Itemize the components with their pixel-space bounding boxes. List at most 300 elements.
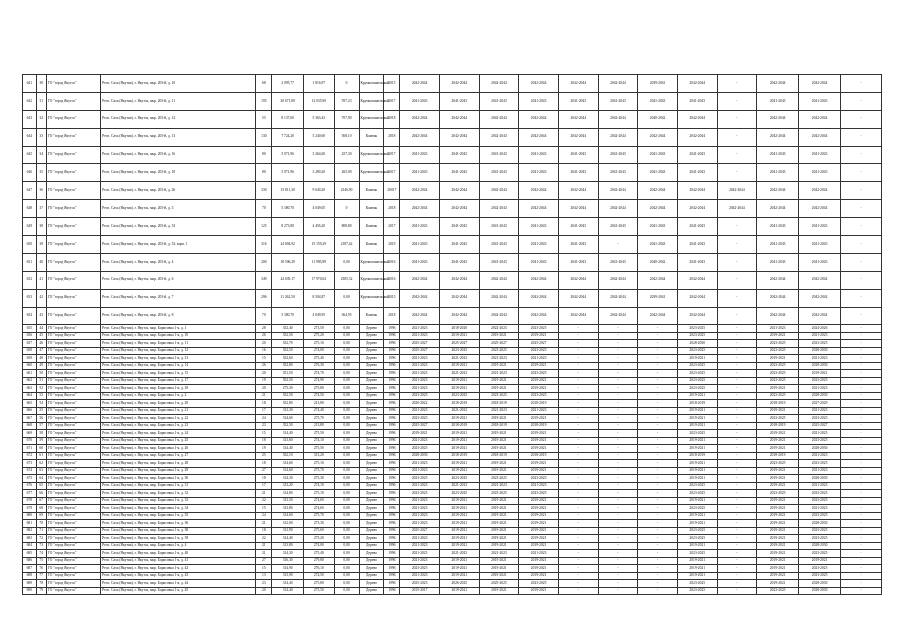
table-cell: - bbox=[598, 407, 638, 415]
table-cell: 2019-2021 bbox=[677, 445, 717, 453]
table-cell: 2028-2030 bbox=[799, 362, 841, 370]
table-cell: Дерево bbox=[359, 430, 384, 438]
table-cell: - bbox=[841, 332, 882, 340]
table-cell: 2019-2021 bbox=[757, 437, 799, 445]
table-cell: Респ. Саха (Якутия), г. Якутск, мкр. 203-й, д. 6 bbox=[101, 271, 256, 289]
table-cell: 2017 bbox=[384, 164, 400, 182]
table-cell: 0,00 bbox=[334, 377, 359, 385]
table-cell: 0,00 bbox=[334, 340, 359, 348]
table-cell: 2019-2021 bbox=[479, 542, 519, 550]
table-cell: 2041-2043 bbox=[638, 236, 678, 254]
table-cell: - bbox=[841, 580, 882, 588]
table-row bbox=[23, 497, 882, 505]
table-cell: 665 bbox=[23, 400, 37, 408]
table-cell: Респ. Саха (Якутия), г. Якутск, мкр. Борисовка 1-я, д. 45 bbox=[101, 587, 256, 595]
table-cell: 2023-2025 bbox=[677, 347, 717, 355]
table-cell: 46 bbox=[36, 340, 46, 348]
table-cell: 2042-2044 bbox=[799, 128, 841, 146]
table-cell: 73 bbox=[36, 542, 46, 550]
table-cell: 653 bbox=[23, 289, 37, 307]
table-cell: 2019-2021 bbox=[439, 467, 479, 475]
table-cell: 2023-2025 bbox=[439, 392, 479, 400]
table-cell: 21 bbox=[256, 542, 272, 550]
table-cell: 2042-2044 bbox=[598, 307, 638, 325]
table-cell: - bbox=[598, 355, 638, 363]
table-cell: Крупнопанельный bbox=[359, 92, 384, 110]
table-cell: 670 bbox=[23, 437, 37, 445]
table-cell: 2042-2044 bbox=[519, 289, 559, 307]
table-cell: 568,10 bbox=[334, 128, 359, 146]
table-cell: 651 bbox=[23, 253, 37, 271]
table-cell: 2041-2043 bbox=[757, 146, 799, 164]
table-cell: 53 bbox=[36, 392, 46, 400]
table-cell: 313,50 bbox=[272, 497, 304, 505]
table-cell: 2042-2044 bbox=[439, 182, 479, 200]
table-cell: 2042-2044 bbox=[799, 200, 841, 218]
table-cell: 676 bbox=[23, 482, 37, 490]
table-cell: 8 273,80 bbox=[272, 218, 304, 236]
table-cell: - bbox=[598, 377, 638, 385]
table-cell: 2041-2043 bbox=[757, 253, 799, 271]
table-cell: 2021-2023 bbox=[400, 550, 440, 558]
table-cell: 274,10 bbox=[304, 482, 335, 490]
table-cell: ГО "город Якутск" bbox=[46, 385, 100, 393]
table-cell: 664 bbox=[23, 392, 37, 400]
table-cell: 2041-2043 bbox=[598, 164, 638, 182]
table-cell: 2021-2023 bbox=[400, 325, 440, 333]
table-cell: 2023-2025 bbox=[519, 325, 559, 333]
table-cell: - bbox=[717, 325, 757, 333]
table-cell: 2021-2023 bbox=[799, 505, 841, 513]
table-cell: 0,00 bbox=[334, 497, 359, 505]
table-cell: 275,40 bbox=[304, 355, 335, 363]
table-cell: ГО "город Якутск" bbox=[46, 497, 100, 505]
table-cell: 2041-2043 bbox=[677, 236, 717, 254]
table-cell: 2041-2043 bbox=[479, 236, 519, 254]
table-cell: 2019-2021 bbox=[439, 542, 479, 550]
table-cell: ГО "город Якутск" bbox=[46, 587, 100, 595]
table-cell: 38 bbox=[36, 218, 46, 236]
table-cell: - bbox=[598, 587, 638, 595]
table-cell: Респ. Саха (Якутия), г. Якутск, мкр. Борисовка 1-я, д. 23 bbox=[101, 422, 256, 430]
table-row bbox=[23, 407, 882, 415]
table-cell: Дерево bbox=[359, 542, 384, 550]
table-cell: 2023-2025 bbox=[519, 347, 559, 355]
table-cell: - bbox=[558, 557, 598, 565]
table-cell: - bbox=[598, 520, 638, 528]
table-cell: 2041-2043 bbox=[400, 236, 440, 254]
table-cell: 0,00 bbox=[334, 550, 359, 558]
table-cell: - bbox=[638, 497, 678, 505]
table-cell: - bbox=[717, 512, 757, 520]
table-cell: ГО "город Якутск" bbox=[46, 236, 100, 254]
table-cell: - bbox=[638, 400, 678, 408]
table-cell: - bbox=[717, 146, 757, 164]
table-cell: - bbox=[598, 512, 638, 520]
table-cell: - bbox=[638, 445, 678, 453]
table-cell: 32 bbox=[36, 110, 46, 128]
table-cell: - bbox=[841, 385, 882, 393]
table-cell: - bbox=[717, 236, 757, 254]
table-row bbox=[23, 505, 882, 513]
table-cell: 2041-2043 bbox=[598, 218, 638, 236]
table-cell: 2041-2043 bbox=[638, 218, 678, 236]
table-cell: 687 bbox=[23, 565, 37, 573]
table-row bbox=[23, 289, 882, 307]
table-cell: ГО "город Якутск" bbox=[46, 253, 100, 271]
table-cell: 2019-2021 bbox=[757, 505, 799, 513]
table-cell: 2019-2021 bbox=[757, 535, 799, 543]
table-cell: 2041-2043 bbox=[400, 253, 440, 271]
table-cell: 1996 bbox=[384, 490, 400, 498]
table-cell: ГО "город Якутск" bbox=[46, 460, 100, 468]
table-cell: 1996 bbox=[384, 497, 400, 505]
table-cell: 2021-2023 bbox=[400, 377, 440, 385]
table-row bbox=[23, 370, 882, 378]
table-cell: 2019-2021 bbox=[479, 535, 519, 543]
table-cell: 2042-2044 bbox=[638, 200, 678, 218]
table-cell: - bbox=[717, 587, 757, 595]
table-cell: 2019-2021 bbox=[519, 362, 559, 370]
table-cell: 0,00 bbox=[334, 565, 359, 573]
table-cell: 62 bbox=[36, 460, 46, 468]
table-cell: 2041-2043 bbox=[799, 92, 841, 110]
table-cell: 21 bbox=[256, 520, 272, 528]
table-cell: Респ. Саха (Якутия), г. Якутск, мкр. Борисовка 1-я, д. 29 bbox=[101, 467, 256, 475]
table-cell: 2019-2021 bbox=[519, 542, 559, 550]
table-cell: Камень bbox=[359, 182, 384, 200]
table-cell: 2018-2019 bbox=[479, 452, 519, 460]
table-row bbox=[23, 535, 882, 543]
table-cell: 18 bbox=[256, 460, 272, 468]
table-cell: 0,00 bbox=[334, 527, 359, 535]
table-cell: ГО "город Якутск" bbox=[46, 340, 100, 348]
table-cell: 79 bbox=[36, 587, 46, 595]
table-cell: 2042-2044 bbox=[677, 128, 717, 146]
table-cell: 8 137,60 bbox=[272, 110, 304, 128]
table-cell: 75 bbox=[36, 557, 46, 565]
table-cell: - bbox=[717, 452, 757, 460]
table-cell: 0,00 bbox=[334, 557, 359, 565]
table-cell: 352,50 bbox=[272, 422, 304, 430]
table-cell: 2028-2030 bbox=[799, 445, 841, 453]
table-cell: 2019-2021 bbox=[677, 497, 717, 505]
table-cell: - bbox=[717, 370, 757, 378]
table-cell: 2023-2025 bbox=[799, 340, 841, 348]
table-cell: - bbox=[841, 512, 882, 520]
table-cell: 274,90 bbox=[304, 377, 335, 385]
table-cell: 80 bbox=[256, 164, 272, 182]
table-cell: 2019-2021 bbox=[479, 460, 519, 468]
table-cell: 2018 bbox=[384, 110, 400, 128]
table-cell: 274,60 bbox=[304, 497, 335, 505]
table-cell: 2021-2023 bbox=[479, 355, 519, 363]
table-cell: - bbox=[841, 475, 882, 483]
table-cell: 1996 bbox=[384, 370, 400, 378]
table-cell: 0 bbox=[334, 75, 359, 93]
table-cell: 2019-2021 bbox=[519, 430, 559, 438]
table-cell: 2018-2019 bbox=[439, 422, 479, 430]
table-cell: 2021-2023 bbox=[479, 407, 519, 415]
table-cell: 2019-2021 bbox=[757, 445, 799, 453]
table-cell: 2018 bbox=[384, 307, 400, 325]
table-cell: 2023-2025 bbox=[757, 362, 799, 370]
table-cell: 1996 bbox=[384, 362, 400, 370]
table-cell: - bbox=[598, 565, 638, 573]
table-cell: - bbox=[558, 377, 598, 385]
table-cell: 2041-2043 bbox=[558, 253, 598, 271]
table-cell: 656 bbox=[23, 332, 37, 340]
table-cell: - bbox=[841, 347, 882, 355]
table-cell: ГО "город Якутск" bbox=[46, 430, 100, 438]
table-cell: ГО "город Якутск" bbox=[46, 572, 100, 580]
table-cell: 645 bbox=[23, 146, 37, 164]
table-cell: 2023-2025 bbox=[400, 475, 440, 483]
table-cell: Респ. Саха (Якутия), г. Якутск, мкр. 203-й, д. 11 bbox=[101, 92, 256, 110]
table-cell: - bbox=[558, 580, 598, 588]
table-cell: 2019-2021 bbox=[519, 377, 559, 385]
table-cell: - bbox=[717, 580, 757, 588]
table-cell: 2021-2023 bbox=[400, 460, 440, 468]
table-row bbox=[23, 422, 882, 430]
table-cell: 1996 bbox=[384, 512, 400, 520]
table-row bbox=[23, 385, 882, 393]
table-cell: 314,40 bbox=[272, 587, 304, 595]
table-cell: 1996 bbox=[384, 527, 400, 535]
table-cell: - bbox=[717, 505, 757, 513]
table-cell: 2042-2044 bbox=[400, 307, 440, 325]
table-cell: 2023-2025 bbox=[799, 572, 841, 580]
table-cell: 74 bbox=[36, 550, 46, 558]
table-cell: - bbox=[841, 200, 882, 218]
table-cell: - bbox=[558, 490, 598, 498]
table-cell: 51 bbox=[36, 377, 46, 385]
table-cell: - bbox=[841, 407, 882, 415]
table-cell: 279,80 bbox=[304, 557, 335, 565]
table-cell: 2021-2023 bbox=[400, 437, 440, 445]
table-cell: 5 240,60 bbox=[304, 128, 335, 146]
table-cell: 2021-2023 bbox=[400, 512, 440, 520]
table-cell: ГО "город Якутск" bbox=[46, 218, 100, 236]
table-cell: Дерево bbox=[359, 535, 384, 543]
table-cell: 2019-2021 bbox=[757, 550, 799, 558]
table-cell: 2019-2021 bbox=[519, 557, 559, 565]
table-cell: - bbox=[558, 512, 598, 520]
table-cell: 314,40 bbox=[272, 430, 304, 438]
table-cell: Дерево bbox=[359, 482, 384, 490]
table-row bbox=[23, 467, 882, 475]
table-cell: - bbox=[717, 535, 757, 543]
table-cell: 2021-2023 bbox=[400, 407, 440, 415]
table-cell: 2041-2043 bbox=[479, 253, 519, 271]
table-cell: 2042-2044 bbox=[757, 128, 799, 146]
table-row bbox=[23, 430, 882, 438]
table-cell: 686 bbox=[23, 557, 37, 565]
table-cell: - bbox=[841, 236, 882, 254]
table-cell: 5 380,70 bbox=[272, 200, 304, 218]
table-cell: 19 bbox=[256, 445, 272, 453]
table-cell: 274,40 bbox=[304, 407, 335, 415]
table-cell: 2021-2023 bbox=[519, 407, 559, 415]
table-cell: 275,80 bbox=[304, 385, 335, 393]
table-cell: Дерево bbox=[359, 467, 384, 475]
table-row bbox=[23, 557, 882, 565]
table-cell: - bbox=[638, 527, 678, 535]
table-cell: - bbox=[717, 520, 757, 528]
table-cell: - bbox=[638, 505, 678, 513]
table-cell: Респ. Саха (Якутия), г. Якутск, мкр. 203-й, д. 4 bbox=[101, 253, 256, 271]
table-cell: 313,20 bbox=[304, 452, 335, 460]
table-cell: 2023-2025 bbox=[757, 490, 799, 498]
table-cell: 2042-2044 bbox=[677, 182, 717, 200]
table-cell: 663 bbox=[23, 385, 37, 393]
table-cell: 682 bbox=[23, 527, 37, 535]
table-cell: - bbox=[717, 415, 757, 423]
table-cell: - bbox=[558, 565, 598, 573]
table-cell: 2023-2025 bbox=[799, 490, 841, 498]
table-cell: 33 bbox=[36, 128, 46, 146]
table-cell: - bbox=[841, 307, 882, 325]
table-cell: 2042-2044 bbox=[638, 307, 678, 325]
table-row bbox=[23, 445, 882, 453]
table-row bbox=[23, 347, 882, 355]
table-cell: 2042-2044 bbox=[799, 271, 841, 289]
table-cell: 2023-2025 bbox=[677, 377, 717, 385]
table-cell: 0 bbox=[334, 200, 359, 218]
table-cell: 2042-2044 bbox=[757, 200, 799, 218]
table-cell: 2023-2025 bbox=[799, 460, 841, 468]
table-cell: 652 bbox=[23, 271, 37, 289]
table-cell: 2023-2025 bbox=[757, 587, 799, 595]
table-row bbox=[23, 520, 882, 528]
table-cell: 2019-2021 bbox=[519, 385, 559, 393]
table-cell: 47 bbox=[36, 347, 46, 355]
table-cell: - bbox=[558, 325, 598, 333]
table-cell: 2042-2044 bbox=[598, 271, 638, 289]
table-cell: 68 bbox=[256, 75, 272, 93]
table-cell: Респ. Саха (Якутия), г. Якутск, мкр. 203-й, д. 12 bbox=[101, 110, 256, 128]
table-cell: 275,70 bbox=[304, 415, 335, 423]
table-cell: - bbox=[598, 415, 638, 423]
table-cell: - bbox=[558, 407, 598, 415]
table-cell: 0,00 bbox=[334, 520, 359, 528]
table-cell: - bbox=[841, 437, 882, 445]
table-cell: Респ. Саха (Якутия), г. Якутск, мкр. Борисовка 1-я, д. 2 bbox=[101, 392, 256, 400]
table-cell: - bbox=[717, 289, 757, 307]
table-cell: 2042-2044 bbox=[598, 128, 638, 146]
table-cell: 39 bbox=[36, 236, 46, 254]
table-cell: 2019-2021 bbox=[757, 565, 799, 573]
table-cell: - bbox=[717, 218, 757, 236]
table-cell: Камень bbox=[359, 200, 384, 218]
table-cell: 125 bbox=[256, 218, 272, 236]
table-cell: 275,50 bbox=[304, 587, 335, 595]
table-cell: 1996 bbox=[384, 467, 400, 475]
table-cell: - bbox=[598, 527, 638, 535]
table-cell: 20017 bbox=[384, 182, 400, 200]
table-cell: 2023-2025 bbox=[519, 490, 559, 498]
table-cell: Респ. Саха (Якутия), г. Якутск, мкр. 203-й, д. 3 bbox=[101, 200, 256, 218]
table-cell: - bbox=[717, 565, 757, 573]
table-cell: - bbox=[841, 110, 882, 128]
table-cell: 65 bbox=[36, 482, 46, 490]
table-cell: 2041-2043 bbox=[638, 92, 678, 110]
table-cell: 2041-2043 bbox=[479, 218, 519, 236]
table-cell: - bbox=[841, 482, 882, 490]
table-cell: 2019-2021 bbox=[479, 520, 519, 528]
table-cell: Респ. Саха (Якутия), г. Якутск, мкр. Борисовка 1-я, д. 40 bbox=[101, 550, 256, 558]
table-cell: 20 bbox=[256, 370, 272, 378]
table-cell: 2021-2023 bbox=[400, 572, 440, 580]
table-cell: - bbox=[638, 422, 678, 430]
table-cell: - bbox=[717, 437, 757, 445]
table-cell: Дерево bbox=[359, 422, 384, 430]
table-cell: 56 bbox=[36, 415, 46, 423]
table-cell: 64 bbox=[36, 475, 46, 483]
table-cell: - bbox=[638, 580, 678, 588]
table-cell: 2042-2044 bbox=[799, 75, 841, 93]
table-cell: Респ. Саха (Якутия), г. Якутск, мкр. 203-й, д. 13 bbox=[101, 128, 256, 146]
table-cell: 274,00 bbox=[304, 347, 335, 355]
table-cell: 1996 bbox=[384, 430, 400, 438]
table-cell: 0,00 bbox=[334, 400, 359, 408]
table-cell: 2019-2021 bbox=[677, 460, 717, 468]
table-cell: - bbox=[841, 542, 882, 550]
table-cell: 2042-2044 bbox=[757, 307, 799, 325]
table-cell: - bbox=[558, 430, 598, 438]
table-cell: 273,50 bbox=[304, 325, 335, 333]
table-cell: Дерево bbox=[359, 497, 384, 505]
table-cell: 2041-2043 bbox=[479, 146, 519, 164]
table-cell: 1996 bbox=[384, 400, 400, 408]
table-cell: - bbox=[717, 355, 757, 363]
table-cell: 274,70 bbox=[304, 370, 335, 378]
table-cell: 21 bbox=[256, 392, 272, 400]
table-cell: 2018-2019 bbox=[519, 422, 559, 430]
table-cell: 2019-2021 bbox=[439, 512, 479, 520]
table-cell: 0,00 bbox=[334, 385, 359, 393]
table-cell: 0,00 bbox=[334, 325, 359, 333]
table-row bbox=[23, 362, 882, 370]
table-cell: - bbox=[841, 370, 882, 378]
table-cell: ГО "город Якутск" bbox=[46, 355, 100, 363]
table-cell: - bbox=[717, 482, 757, 490]
table-cell: 27 bbox=[256, 557, 272, 565]
table-cell: 2042-2044 bbox=[400, 289, 440, 307]
table-cell: 2042-2044 bbox=[439, 200, 479, 218]
table-cell: 2019-2021 bbox=[677, 565, 717, 573]
table-cell: ГО "город Якутск" bbox=[46, 535, 100, 543]
table-cell: - bbox=[717, 497, 757, 505]
table-cell: 2021-2023 bbox=[400, 482, 440, 490]
table-cell: 2042-2044 bbox=[677, 307, 717, 325]
table-cell: - bbox=[717, 92, 757, 110]
table-cell: - bbox=[598, 437, 638, 445]
table-cell: 688 bbox=[23, 572, 37, 580]
table-cell: - bbox=[598, 392, 638, 400]
table-cell: - bbox=[717, 527, 757, 535]
table-cell: - bbox=[598, 370, 638, 378]
table-row bbox=[23, 355, 882, 363]
table-row bbox=[23, 92, 882, 110]
table-cell: 24 694,92 bbox=[272, 236, 304, 254]
table-cell: 36 bbox=[36, 182, 46, 200]
table-cell: 4 049,95 bbox=[304, 307, 335, 325]
table-cell: 2018 bbox=[384, 200, 400, 218]
table-cell: 2019-2021 bbox=[757, 467, 799, 475]
table-cell: 275,20 bbox=[304, 535, 335, 543]
table-cell: - bbox=[638, 542, 678, 550]
